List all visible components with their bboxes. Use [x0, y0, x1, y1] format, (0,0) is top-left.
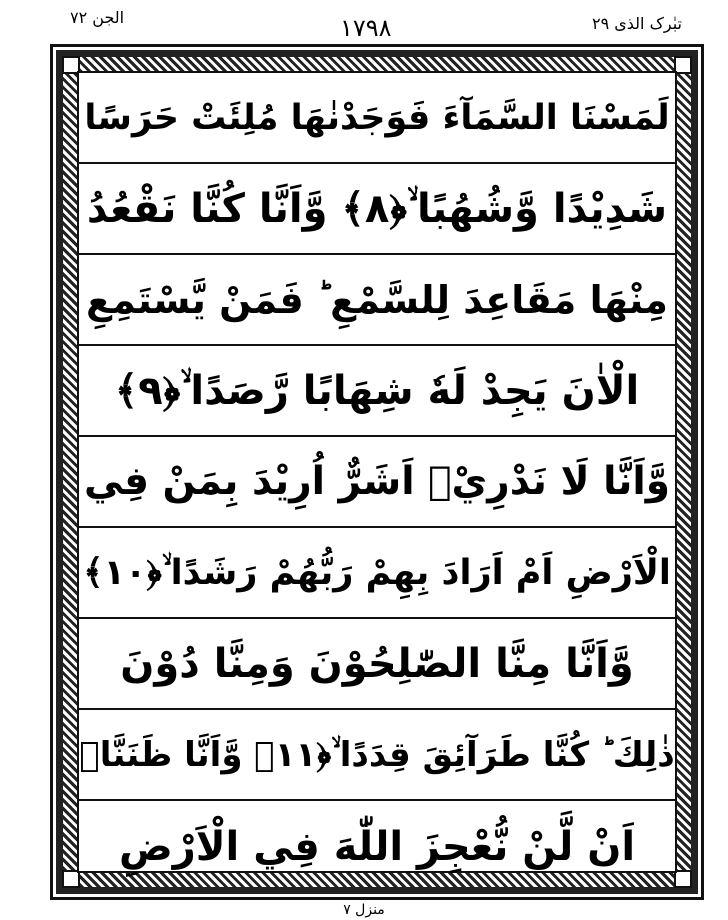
- verse-line-6: الْاَرْضِ اَمْ اَرَادَ بِهِمْ رَبُّهُمْ رَشَدًا ۙ﴿۱۰﴾: [79, 528, 675, 619]
- surah-name: الجن ۷۲: [70, 8, 125, 27]
- verse-line-7: وَّاَنَّا مِنَّا الصّٰلِحُوْنَ وَمِنَّا دُوْنَ: [79, 619, 675, 710]
- verse-line-9: اَنْ لَّنْ نُّعْجِزَ اللّٰهَ فِي الْاَرْضِ: [118, 823, 636, 870]
- page-number: ۱۷۹۸: [340, 14, 392, 42]
- verse-line-4: الْاٰنَ يَجِدْ لَهٗ شِهَابًا رَّصَدًا ۙ﴿۹﴾: [79, 346, 675, 437]
- text-area: [77, 71, 677, 873]
- verse-line-2: شَدِيْدًا وَّشُهُبًا ۙ﴿۸﴾ وَّاَنَّا كُنَّا نَقْعُدُ: [79, 164, 675, 255]
- verse-line-5: وَّاَنَّا لَا نَدْرِيْۤ اَشَرٌّ اُرِيْدَ بِمَنْ فِي: [79, 437, 675, 528]
- manzil-marker: منزل ۷: [343, 902, 385, 918]
- page-frame: [50, 44, 704, 900]
- decorative-border: [56, 50, 698, 894]
- verse-line-1: لَمَسْنَا السَّمَآءَ فَوَجَدْنٰهَا مُلِئَتْ حَرَسًا: [79, 73, 675, 164]
- verse-line-8: ذٰلِكَ ؕ كُنَّا طَرَآئِقَ قِدَدًا ۙ﴿۱۱﴾ وَّاَنَّا ظَنَنَّاۤ: [79, 710, 675, 801]
- verse-line-3: مِنْهَا مَقَاعِدَ لِلسَّمْعِ ؕ فَمَنْ يَّسْتَمِعِ: [79, 255, 675, 346]
- juz-name: تبٰرک الذی ۲۹: [591, 14, 682, 33]
- verse-lines: [79, 73, 675, 871]
- page-header: [0, 0, 728, 48]
